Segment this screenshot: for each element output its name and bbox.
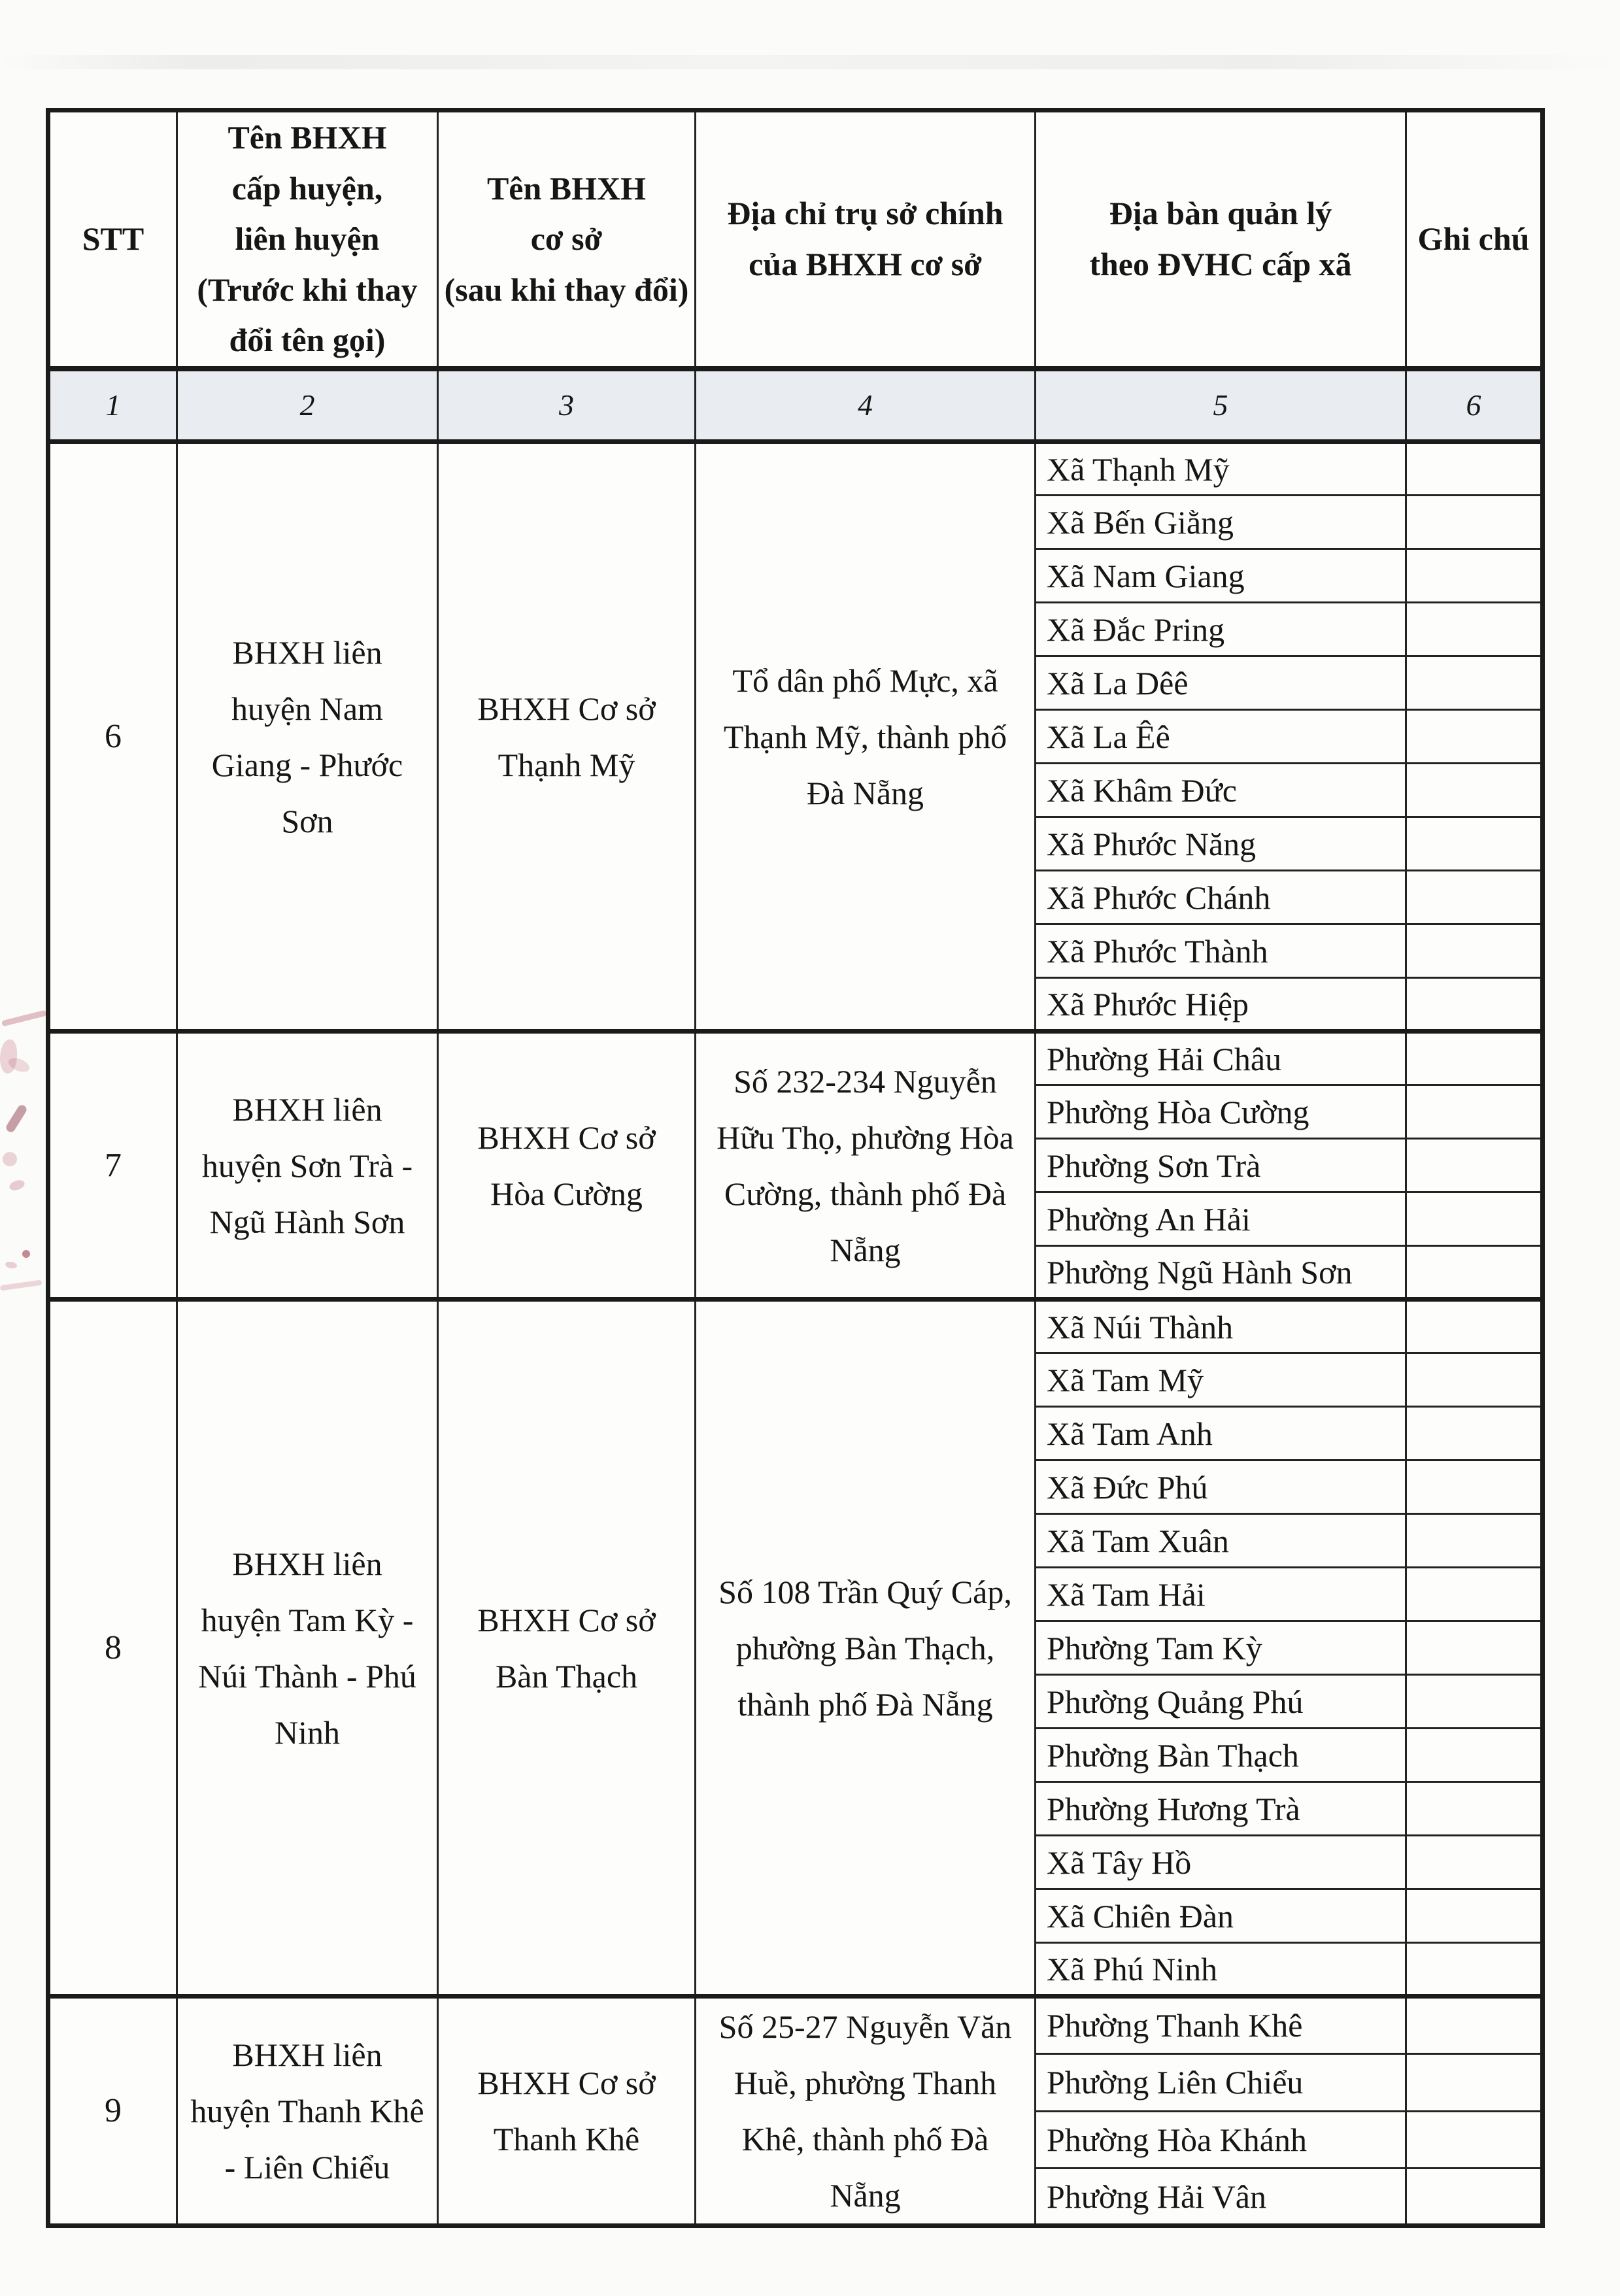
- old-name-cell: BHXH liên huyện Tam Kỳ - Núi Thành - Phú Ninh: [177, 1300, 438, 1997]
- note-cell: [1406, 1085, 1543, 1139]
- table-body: [48, 110, 1543, 2226]
- address-cell: Số 108 Trần Quý Cáp, phường Bàn Thạch, thành phố Đà Nẵng: [696, 1300, 1036, 1997]
- note-cell: [1406, 442, 1543, 496]
- red-scribble-mark: [8, 1179, 25, 1192]
- area-cell: Xã Núi Thành: [1036, 1300, 1406, 1353]
- area-cell: Xã Tam Mỹ: [1036, 1353, 1406, 1407]
- area-sub-row: [48, 1300, 1543, 1353]
- area-cell: Phường Ngũ Hành Sơn: [1036, 1246, 1406, 1300]
- red-scribble-mark: [0, 1280, 42, 1291]
- note-cell: [1406, 603, 1543, 656]
- note-cell: [1406, 1353, 1543, 1407]
- column-number: 1: [48, 369, 177, 442]
- area-cell: Xã Khâm Đức: [1036, 764, 1406, 817]
- new-name-cell: BHXH Cơ sở Hòa Cường: [438, 1032, 696, 1300]
- note-cell: [1406, 1889, 1543, 1943]
- area-cell: Xã Tam Anh: [1036, 1407, 1406, 1460]
- area-cell: Phường Hương Trà: [1036, 1782, 1406, 1836]
- new-name-cell: BHXH Cơ sở Thạnh Mỹ: [438, 442, 696, 1032]
- red-scribble-mark: [7, 1055, 31, 1074]
- old-name-cell: BHXH liên huyện Sơn Trà - Ngũ Hành Sơn: [177, 1032, 438, 1300]
- note-cell: [1406, 2111, 1543, 2169]
- note-cell: [1406, 764, 1543, 817]
- area-cell: Xã Tam Hải: [1036, 1568, 1406, 1621]
- area-cell: Xã Đức Phú: [1036, 1460, 1406, 1514]
- header-address-title: Địa chỉ trụ sở chính của BHXH cơ sở: [727, 195, 1004, 282]
- area-cell: Xã Thạnh Mỹ: [1036, 442, 1406, 496]
- note-cell: [1406, 924, 1543, 978]
- header-address: [696, 110, 1036, 369]
- red-scribble-mark: [5, 1104, 28, 1134]
- scan-streak: [0, 55, 1620, 69]
- header-stt-label: STT: [82, 220, 144, 257]
- address-cell: Số 232-234 Nguyễn Hữu Thọ, phường Hòa Cường, thành phố Đà Nẵng: [696, 1032, 1036, 1300]
- note-cell: [1406, 871, 1543, 924]
- column-number: 5: [1036, 369, 1406, 442]
- note-cell: [1406, 1943, 1543, 1997]
- area-cell: Phường Tam Kỳ: [1036, 1621, 1406, 1675]
- note-cell: [1406, 1836, 1543, 1889]
- header-stt: [48, 110, 177, 369]
- column-number: 4: [696, 369, 1036, 442]
- area-cell: Xã La Dêê: [1036, 656, 1406, 710]
- area-cell: Xã Phước Thành: [1036, 924, 1406, 978]
- area-cell: Xã Tây Hồ: [1036, 1836, 1406, 1889]
- header-new-name-title: Tên BHXH cơ sở: [486, 169, 647, 257]
- red-scribble-mark: [3, 1152, 17, 1166]
- note-cell: [1406, 1407, 1543, 1460]
- note-cell: [1406, 1729, 1543, 1782]
- bhxh-office-rename-table: [46, 108, 1545, 2228]
- area-cell: Phường Quảng Phú: [1036, 1675, 1406, 1729]
- area-cell: Xã Đắc Pring: [1036, 603, 1406, 656]
- note-cell: [1406, 978, 1543, 1032]
- area-cell: Xã Phú Ninh: [1036, 1943, 1406, 1997]
- area-cell: Phường Bàn Thạch: [1036, 1729, 1406, 1782]
- area-sub-row: [48, 442, 1543, 496]
- red-scribble-mark: [5, 1261, 17, 1270]
- area-cell: Xã Bến Giằng: [1036, 496, 1406, 549]
- note-cell: [1406, 1675, 1543, 1729]
- note-cell: [1406, 1032, 1543, 1085]
- note-cell: [1406, 1460, 1543, 1514]
- address-cell: Số 25-27 Nguyễn Văn Huề, phường Thanh Khê, thành phố Đà Nẵng: [696, 1997, 1036, 2226]
- area-cell: Phường Liên Chiểu: [1036, 2053, 1406, 2111]
- area-cell: Phường Hải Châu: [1036, 1032, 1406, 1085]
- note-cell: [1406, 1782, 1543, 1836]
- note-cell: [1406, 817, 1543, 871]
- header-area-title: Địa bàn quản lý theo ĐVHC cấp xã: [1089, 195, 1352, 282]
- area-cell: Xã Chiên Đàn: [1036, 1889, 1406, 1943]
- header-note: [1406, 110, 1543, 369]
- note-cell: [1406, 1300, 1543, 1353]
- header-old-name: [177, 110, 438, 369]
- stt-cell: 7: [48, 1032, 177, 1300]
- stt-cell: 6: [48, 442, 177, 1032]
- area-cell: Phường Hải Vân: [1036, 2169, 1406, 2226]
- note-cell: [1406, 549, 1543, 603]
- header-note-title: Ghi chú: [1417, 220, 1530, 257]
- area-cell: Xã La Êê: [1036, 710, 1406, 764]
- area-cell: Phường Hòa Cường: [1036, 1085, 1406, 1139]
- header-new-name: [438, 110, 696, 369]
- note-cell: [1406, 1514, 1543, 1568]
- new-name-cell: BHXH Cơ sở Thanh Khê: [438, 1997, 696, 2226]
- area-sub-row: [48, 1032, 1543, 1085]
- column-number-row: [48, 369, 1543, 442]
- note-cell: [1406, 1246, 1543, 1300]
- area-cell: Xã Tam Xuân: [1036, 1514, 1406, 1568]
- note-cell: [1406, 2169, 1543, 2226]
- area-cell: Phường Sơn Trà: [1036, 1139, 1406, 1192]
- area-cell: Phường Thanh Khê: [1036, 1997, 1406, 2054]
- note-cell: [1406, 1621, 1543, 1675]
- old-name-cell: BHXH liên huyện Nam Giang - Phước Sơn: [177, 442, 438, 1032]
- header-area: [1036, 110, 1406, 369]
- red-scribble-mark: [0, 1039, 17, 1073]
- column-number: 3: [438, 369, 696, 442]
- note-cell: [1406, 496, 1543, 549]
- table-header-row: [48, 110, 1543, 369]
- red-scribble-mark: [1, 1010, 47, 1027]
- old-name-cell: BHXH liên huyện Thanh Khê - Liên Chiểu: [177, 1997, 438, 2226]
- area-sub-row: [48, 1997, 1543, 2054]
- note-cell: [1406, 1139, 1543, 1192]
- header-old-name-subtitle: (Trước khi thay đổi tên gọi): [197, 271, 418, 358]
- area-cell: Xã Nam Giang: [1036, 549, 1406, 603]
- header-new-name-subtitle: (sau khi thay đổi): [444, 271, 689, 308]
- note-cell: [1406, 1568, 1543, 1621]
- column-number: 6: [1406, 369, 1543, 442]
- note-cell: [1406, 1192, 1543, 1246]
- note-cell: [1406, 710, 1543, 764]
- note-cell: [1406, 2053, 1543, 2111]
- stt-cell: 9: [48, 1997, 177, 2226]
- note-cell: [1406, 1997, 1543, 2054]
- column-number: 2: [177, 369, 438, 442]
- stt-cell: 8: [48, 1300, 177, 1997]
- area-cell: Phường An Hải: [1036, 1192, 1406, 1246]
- area-cell: Phường Hòa Khánh: [1036, 2111, 1406, 2169]
- area-cell: Xã Phước Hiệp: [1036, 978, 1406, 1032]
- area-cell: Xã Phước Chánh: [1036, 871, 1406, 924]
- new-name-cell: BHXH Cơ sở Bàn Thạch: [438, 1300, 696, 1997]
- note-cell: [1406, 656, 1543, 710]
- red-scribble-mark: [22, 1250, 30, 1258]
- area-cell: Xã Phước Năng: [1036, 817, 1406, 871]
- address-cell: Tổ dân phố Mực, xã Thạnh Mỹ, thành phố Đà Nẵng: [696, 442, 1036, 1032]
- header-old-name-title: Tên BHXH cấp huyện, liên huyện: [228, 119, 387, 257]
